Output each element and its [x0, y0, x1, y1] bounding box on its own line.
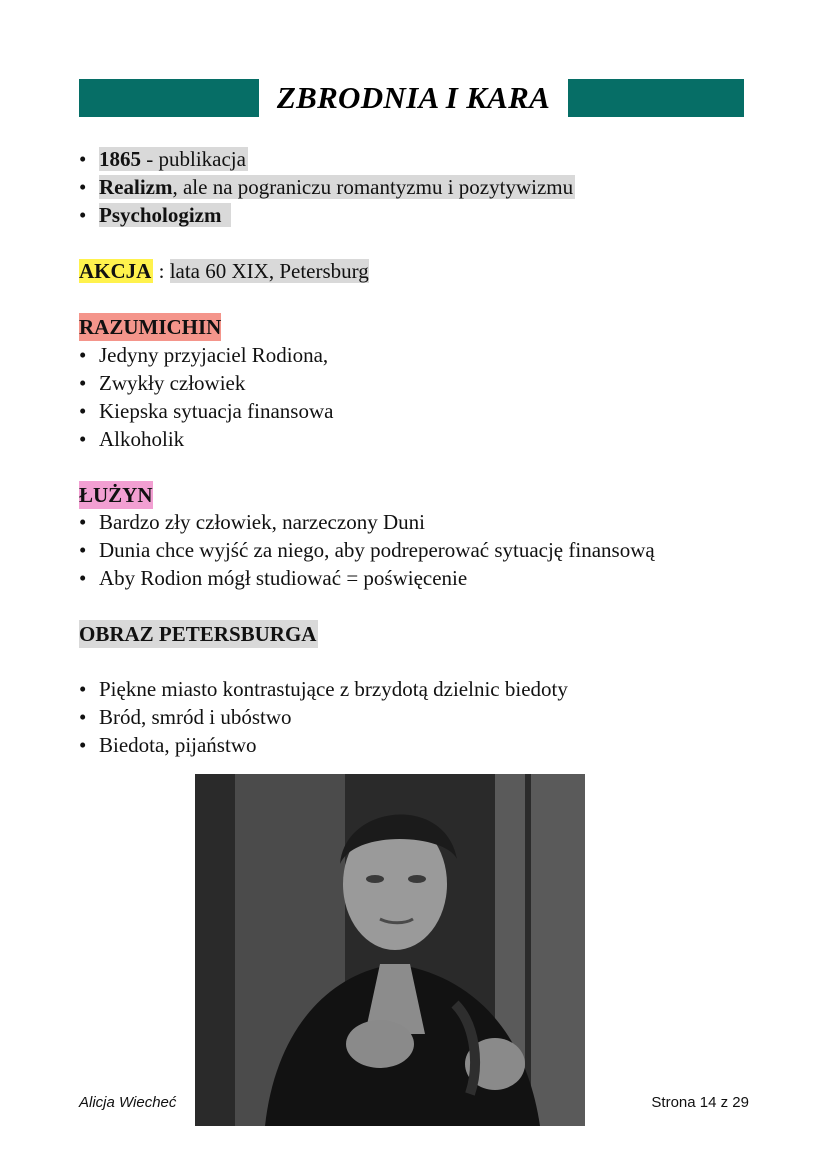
list-item: • 1865 - publikacja [79, 147, 246, 171]
luzyn-heading: ŁUŻYN [79, 483, 153, 507]
list-item: • Jedyny przyjaciel Rodiona, [79, 343, 329, 367]
razumichin-heading: RAZUMICHIN [79, 315, 222, 339]
intro-list [79, 145, 575, 229]
list-item: • Psychologizm [79, 201, 575, 229]
list-item: • Alkoholik [79, 427, 185, 451]
list-item: • Kiepska sytuacja finansowa [79, 399, 334, 423]
list-item: • Bardzo zły człowiek, narzeczony Duni [79, 510, 425, 534]
list-item: • Bród, smród i ubóstwo [79, 705, 292, 729]
title-bar-left-block [79, 79, 259, 117]
list-item: • Aby Rodion mógł studiować = poświęcenie [79, 566, 468, 590]
list-item: • Biedota, pijaństwo [79, 733, 257, 757]
list-item: • Zwykły człowiek [79, 371, 246, 395]
film-still-photo [195, 774, 585, 1126]
luzyn-list [79, 508, 655, 592]
photo-illustration [195, 774, 585, 1126]
title-bar-right-block [568, 79, 744, 117]
page-title: ZBRODNIA I KARA [276, 80, 551, 115]
akcja-value: lata 60 XIX, Petersburg [169, 259, 369, 283]
list-item: • Piękne miasto kontrastujące z brzydotą dzielnic biedoty [79, 677, 568, 701]
petersburg-heading: OBRAZ PETERSBURGA [79, 622, 317, 646]
petersburg-list [79, 675, 568, 759]
razumichin-list [79, 341, 333, 453]
list-item: • Dunia chce wyjść za niego, aby podreperować sytuację finansową [79, 538, 655, 562]
footer-author: Alicja Wiecheć [79, 1094, 177, 1111]
title-bar [79, 79, 744, 117]
footer-page-number: Strona 14 z 29 [651, 1094, 749, 1111]
akcja-line: AKCJA : lata 60 XIX, Petersburg [79, 259, 369, 283]
list-item: • Realizm, ale na pograniczu romantyzmu i pozytywizmu [79, 175, 574, 199]
akcja-label: AKCJA [79, 259, 152, 283]
